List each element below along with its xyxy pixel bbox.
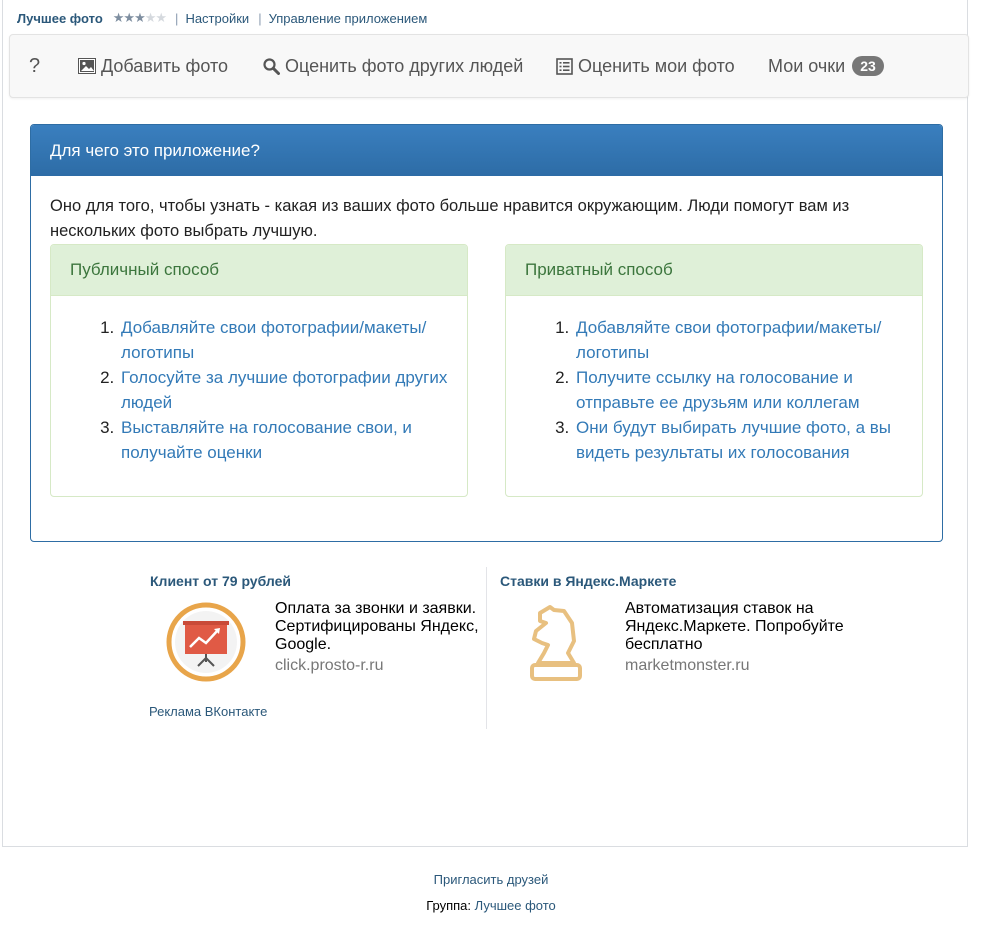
group-row <box>0 898 982 913</box>
list-item: 2. Голосуйте за лучшие фотографии других людей <box>119 365 467 415</box>
group-link[interactable]: Лучшее фото <box>474 898 556 913</box>
star-empty-icon: ★ <box>144 10 156 25</box>
star-icon: ★ <box>123 10 135 25</box>
public-method-panel <box>50 244 468 497</box>
image-icon <box>78 58 96 74</box>
search-icon <box>263 58 280 75</box>
ad-title[interactable]: Клиент от 79 рублей <box>150 573 291 589</box>
settings-link[interactable]: Настройки <box>185 10 250 26</box>
group-label: Группа: <box>426 898 472 913</box>
ad-title[interactable]: Ставки в Яндекс.Маркете <box>500 573 677 589</box>
rating-stars <box>113 10 166 26</box>
app-title[interactable]: Лучшее фото <box>17 10 103 26</box>
ad-text[interactable]: Оплата за звонки и заявки. Сертифицированы Яндекс, Google. <box>275 600 479 653</box>
ads-vk-label[interactable]: Реклама ВКонтакте <box>149 704 268 719</box>
separator: | <box>258 10 262 26</box>
add-photo-label: Добавить фото <box>101 55 229 76</box>
presentation-chart-icon[interactable] <box>166 602 246 687</box>
ad-text[interactable]: Автоматизация ставок на Яндекс.Маркете. Попробуйте бесплатно <box>625 600 844 653</box>
main-navbar <box>9 34 969 98</box>
list-item: 1. Добавляйте свои фотографии/макеты/логотипы <box>574 315 922 365</box>
separator: | <box>175 10 179 26</box>
star-icon: ★ <box>112 10 124 25</box>
list-item: 2. Получите ссылку на голосование и отправьте ее друзьям или коллегам <box>574 365 922 415</box>
invite-friends-link[interactable]: Пригласить друзей <box>433 872 549 887</box>
private-method-panel <box>505 244 923 497</box>
help-button[interactable] <box>29 55 40 78</box>
star-empty-icon: ★ <box>155 10 167 25</box>
rate-mine-button[interactable] <box>556 56 735 77</box>
list-item: 3. Выставляйте на голосование свои, и получайте оценки <box>119 415 467 465</box>
points-badge: 23 <box>852 56 884 76</box>
rate-others-button[interactable] <box>263 56 523 77</box>
chess-knight-icon[interactable] <box>524 601 588 690</box>
manage-app-link[interactable]: Управление приложением <box>268 10 428 26</box>
public-method-heading: Публичный способ <box>51 245 467 296</box>
ad-domain[interactable]: click.prosto-r.ru <box>275 657 384 674</box>
rate-mine-label: Оценить мои фото <box>578 55 735 76</box>
list-item: 3. Они будут выбирать лучшие фото, а вы видеть результаты их голосования <box>574 415 922 465</box>
star-icon: ★ <box>134 10 145 25</box>
help-label: ? <box>29 54 41 77</box>
about-panel-heading: Для чего это приложение? <box>31 125 942 176</box>
ad-divider <box>486 567 487 729</box>
private-method-heading: Приватный способ <box>506 245 922 296</box>
invite-friends-row <box>0 872 982 887</box>
add-photo-button[interactable] <box>78 56 228 77</box>
list-item: 1. Добавляйте свои фотографии/макеты/логотипы <box>119 315 467 365</box>
public-method-list <box>51 315 467 465</box>
ad-domain[interactable]: marketmonster.ru <box>625 657 750 674</box>
app-header <box>17 8 427 28</box>
list-alt-icon <box>556 58 573 75</box>
about-intro: Оно для того, чтобы узнать - какая из ваших фото больше нравится окружающим. Люди помогут вам из нескольких фото выбрать лучшую. <box>50 197 850 240</box>
my-points-button[interactable] <box>768 56 884 77</box>
rate-others-label: Оценить фото других людей <box>285 55 524 76</box>
my-points-label: Мои очки <box>768 55 846 76</box>
private-method-list <box>506 315 922 465</box>
about-panel <box>30 124 943 542</box>
